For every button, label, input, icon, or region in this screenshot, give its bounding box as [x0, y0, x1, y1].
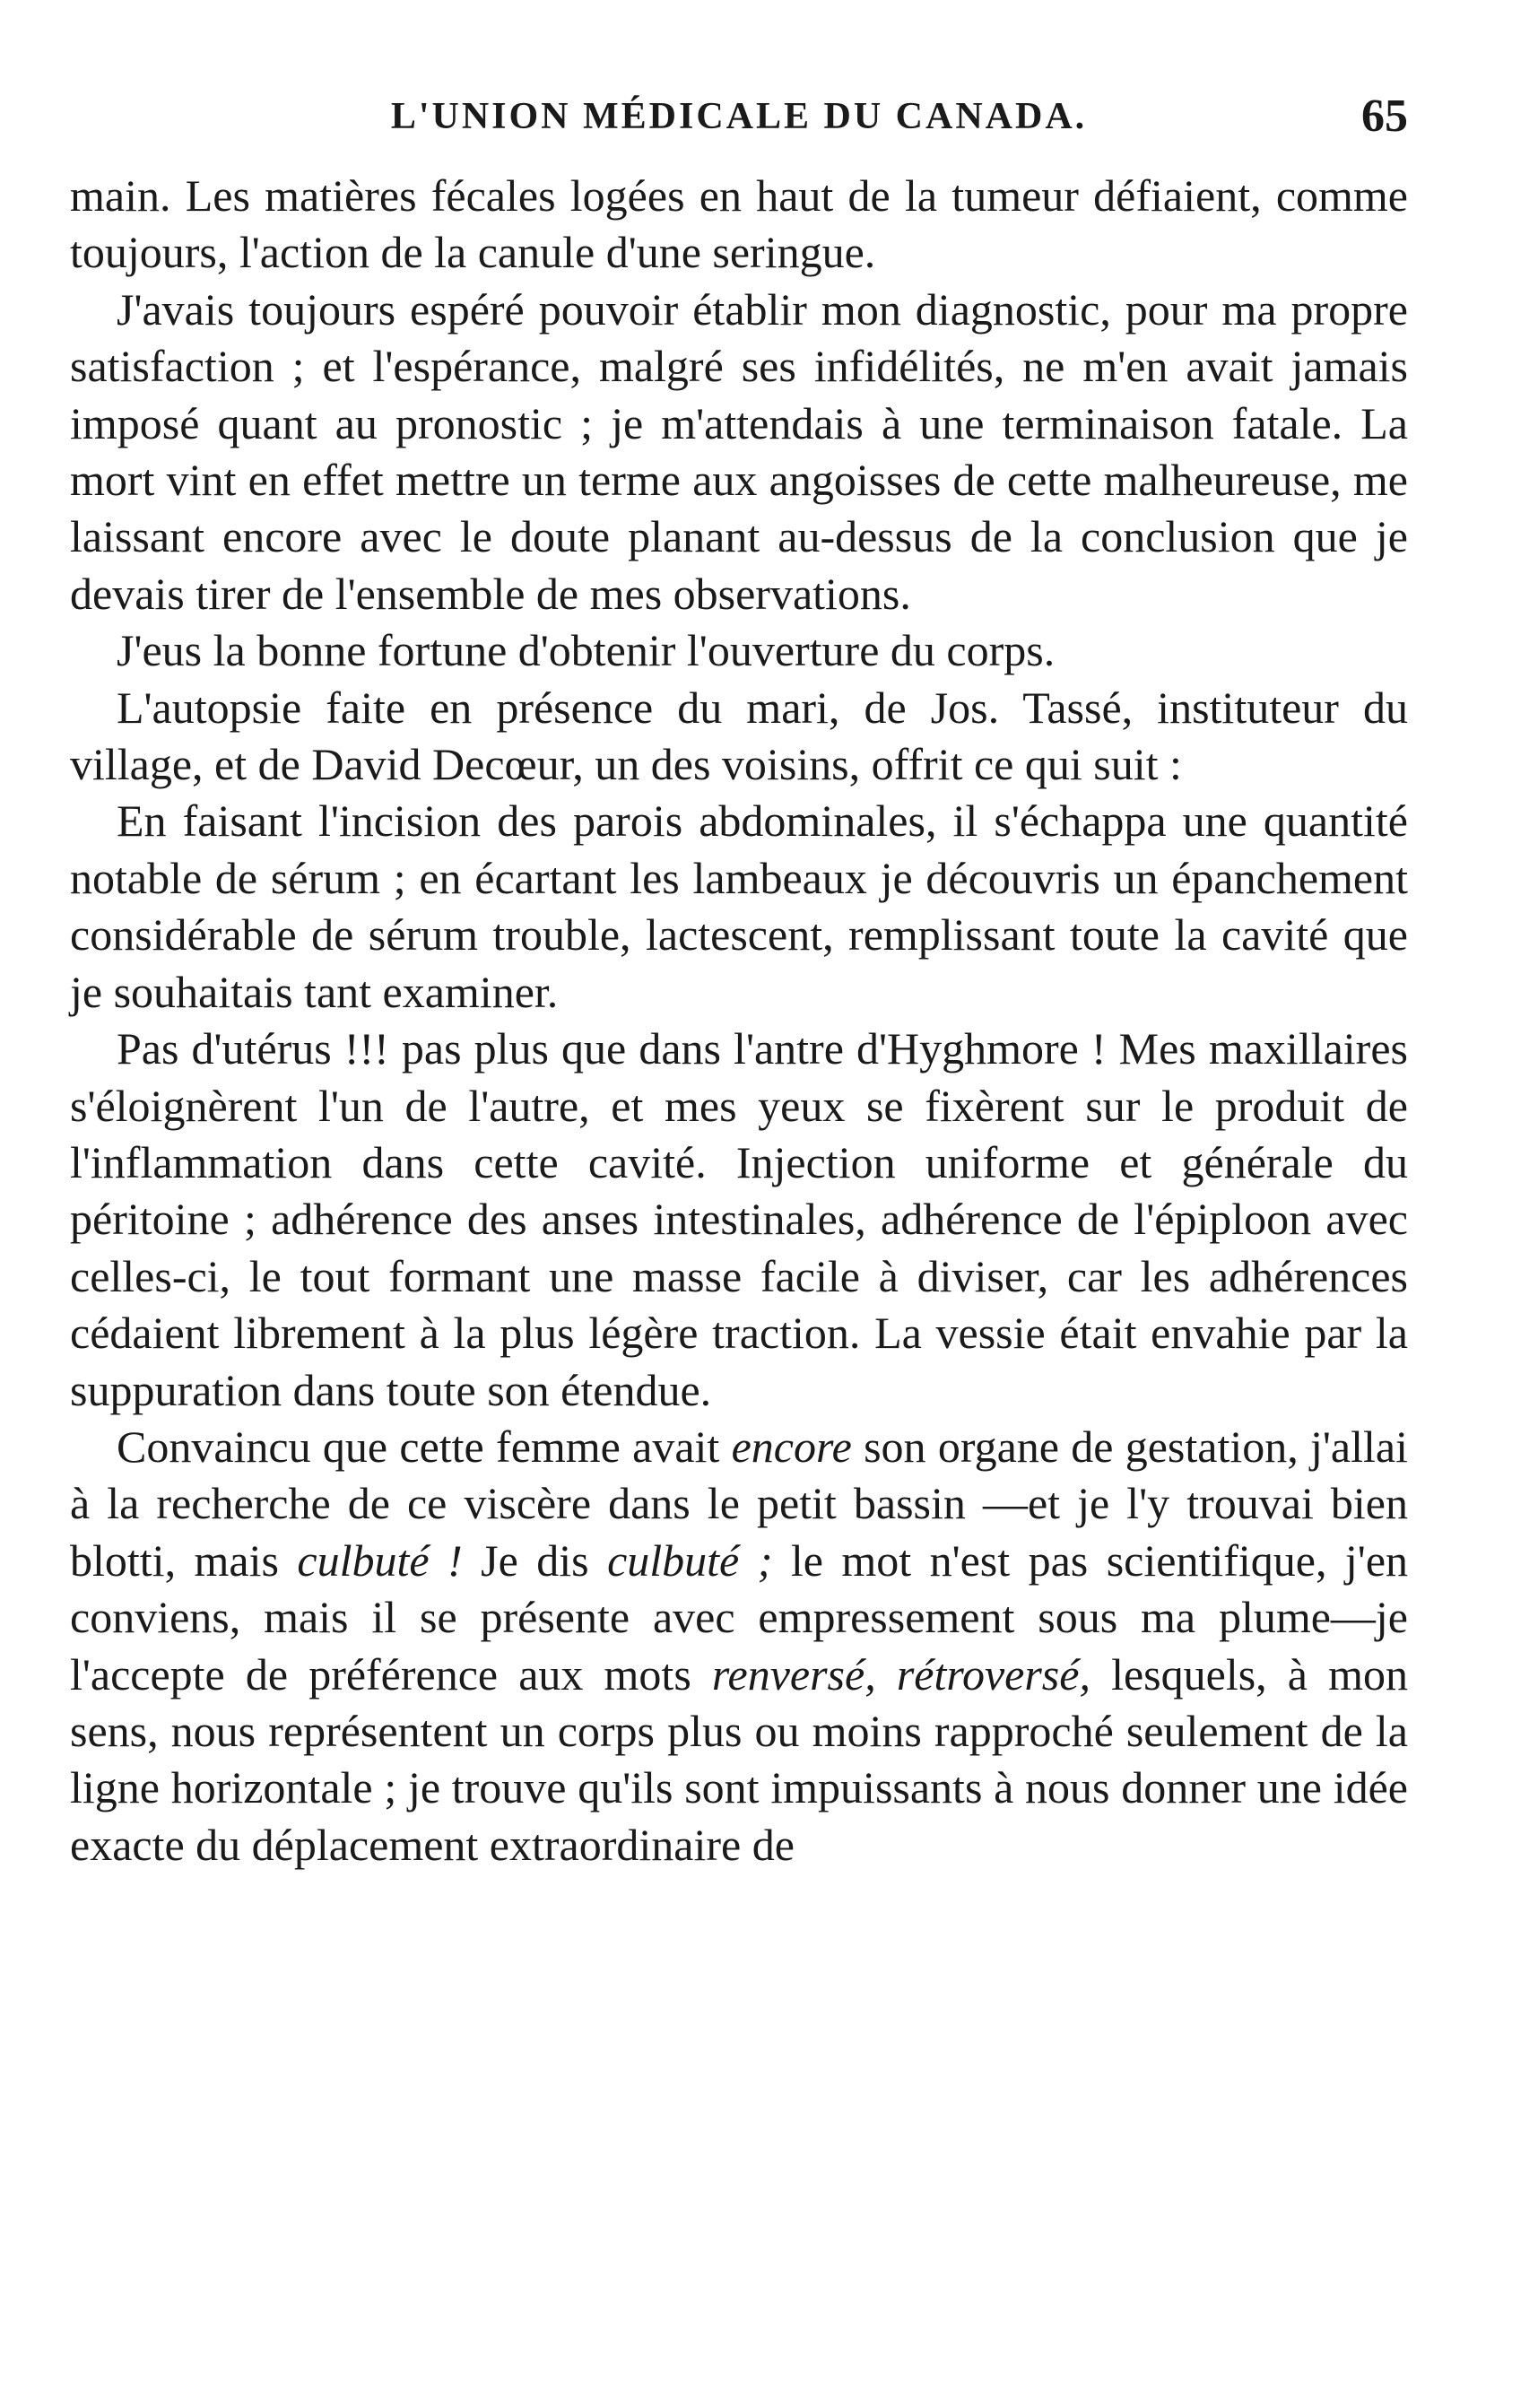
- text-run: L'autopsie faite en présence du mari, de Jos. Tassé, instituteur du village, et de David Decœur, un des voisins, offrit ce qui suit :: [70, 682, 1408, 790]
- paragraph: [70, 793, 1408, 1021]
- running-header: [70, 85, 1408, 148]
- text-run: le mot n'est pas scientifique, j'en conviens, mais il se présente avec empressement sous ma plume—je l'accepte de préférence aux mots: [70, 1534, 1409, 1700]
- italic-text: culbuté ;: [607, 1534, 773, 1586]
- text-run: Je dis: [462, 1534, 608, 1586]
- paragraph: [70, 1021, 1408, 1419]
- text-run: J'eus la bonne fortune d'obtenir l'ouverture du corps.: [117, 625, 1056, 676]
- text-run: main. Les matières fécales logées en haut de la tumeur défiaient, comme toujours, l'action de la canule d'une seringue.: [70, 170, 1408, 278]
- text-run: lesquels, à mon sens, nous représentent un corps plus ou moins rapproché seulement de la ligne horizontale ; je trouve qu'ils sont impuissants à nous donner une idée exacte du déplacement extraordinaire de: [70, 1648, 1409, 1870]
- paragraph: [70, 622, 1408, 679]
- paragraph: [70, 282, 1408, 622]
- body-text: [70, 168, 1408, 1873]
- page-number: 65: [1361, 91, 1408, 142]
- running-title: L'UNION MÉDICALE DU CANADA.: [390, 96, 1088, 137]
- text-run: son organe de gestation, j'allai à la recherche de ce viscère dans le petit bassin —et je l'y trouvai bien blotti, mais: [70, 1421, 1408, 1586]
- italic-text: culbuté !: [297, 1534, 463, 1586]
- text-run: J'avais toujours espéré pouvoir établir mon diagnostic, pour ma propre satisfaction ; et l'espérance, malgré ses infidélités, ne m'en avait jamais imposé quant au pronostic ; je m'attendais à une terminaison fatale. La mort vint en effet mettre un terme aux angoisses de cette malheureuse, me laissant encore avec le doute planant au-dessus de la conclusion que je devais tirer de l'ensemble de mes observations.: [70, 283, 1408, 619]
- book-page: [70, 85, 1408, 2381]
- italic-text: encore: [731, 1421, 852, 1472]
- paragraph: [70, 168, 1408, 282]
- italic-text: renversé, rétroversé,: [711, 1648, 1091, 1700]
- text-run: En faisant l'incision des parois abdominales, il s'échappa une quantité notable de sérum ; en écartant les lambeaux je découvris un épanchement considérable de sérum trouble, lactescent, remplissant toute la cavité que je souhaitais tant examiner.: [70, 795, 1408, 1017]
- paragraph: [70, 680, 1408, 794]
- paragraph: [70, 1419, 1408, 1873]
- text-run: Convaincu que cette femme avait: [117, 1421, 732, 1472]
- text-run: Pas d'utérus !!! pas plus que dans l'antre d'Hyghmore ! Mes maxillaires s'éloignèrent l'un de l'autre, et mes yeux se fixèrent sur le produit de l'inflammation dans cette cavité. Injection uniforme et générale du péritoine ; adhérence des anses intestinales, adhérence de l'épiploon avec celles-ci, le tout formant une masse facile à diviser, car les adhérences cédaient librement à la plus légère traction. La vessie était envahie par la suppuration dans toute son étendue.: [70, 1023, 1408, 1415]
